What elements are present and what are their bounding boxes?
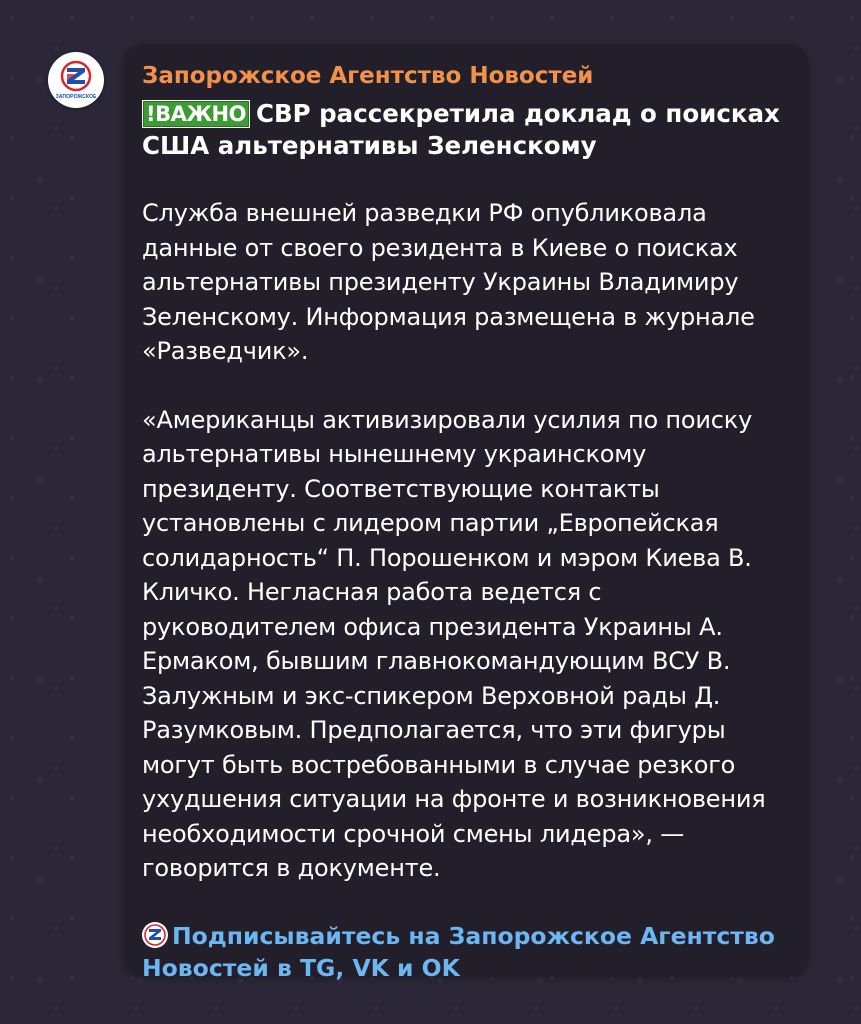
channel-avatar[interactable] <box>48 52 104 108</box>
headline-text: СВР рассекретила доклад о поисках США альтернативы Зеленскому <box>142 99 780 160</box>
subscribe-link[interactable] <box>142 920 790 984</box>
logo-caption: ЗАПОРОЖСКОЕ <box>55 94 97 100</box>
z-logo-icon <box>54 58 98 102</box>
channel-name[interactable]: Запорожское Агентство Новостей <box>142 63 594 89</box>
subscribe-link-text[interactable]: Подписывайтесь на Запорожское Агентство Новостей в TG, VK и OK <box>142 921 775 982</box>
important-badge: !ВАЖНО <box>142 100 250 128</box>
post-paragraph-2: «Американцы активизировали усилия по поиску альтернативы нынешнему украинскому президенту. Соответствующие контакты установлены с лидером партии „Европейская солидарность“ П. Порошенком и мэром Киева В. Кличко. Негласная работа ведется с руководителем офиса президента Украины А. Ермаком, бывшим главнокомандующим ВСУ В. Залужным и экс-спикером Верховной рады Д. Разумковым. Предполагается, что эти фигуры могут быть востребованными в случае резкого ухудшения ситуации на фронте и возникновения необходимости срочной смены лидера», — говорится в документе. <box>142 405 766 882</box>
message-bubble <box>124 44 808 982</box>
post-headline <box>142 98 790 162</box>
post-paragraph-1: Служба внешней разведки РФ опубликовала данные от своего резидента в Киеве о поисках альтернативы президенту Украины Владимиру Зеленскому. Информация размещена в журнале «Разведчик». <box>142 199 755 365</box>
z-logo-icon <box>142 922 168 948</box>
